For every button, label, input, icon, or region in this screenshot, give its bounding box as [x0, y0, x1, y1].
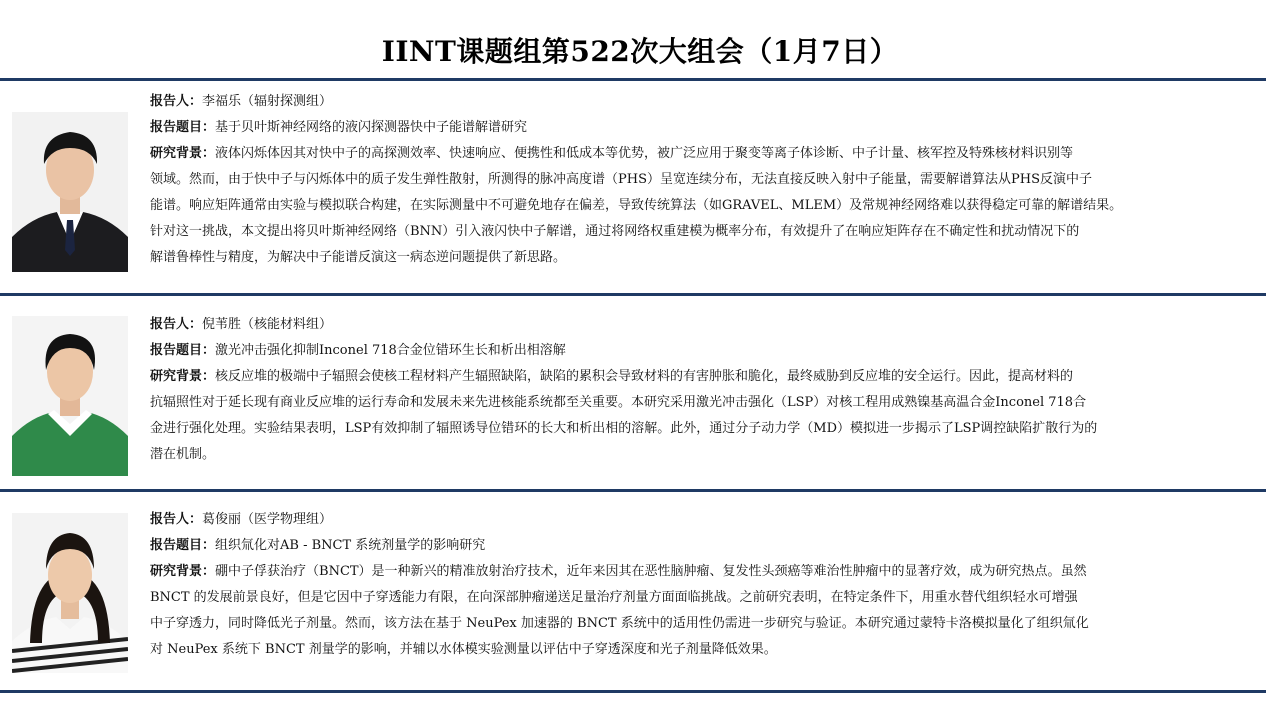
- reporter-photo: [12, 316, 128, 476]
- divider: [0, 293, 1266, 296]
- report-block: [150, 507, 1256, 663]
- background-line: 能谱。响应矩阵通常由实验与模拟联合构建，在实际测量中不可避免地存在偏差，导致传统算法（如GRAVEL、MLEM）及常规神经网络难以获得稳定可靠的解谱结果。: [150, 198, 1123, 213]
- background-line: 抗辐照性对于延长现有商业反应堆的运行寿命和发展未来先进核能系统都至关重要。本研究采用激光冲击强化（LSP）对核工程用成熟镍基高温合金Inconel 718合: [150, 395, 1087, 410]
- background-label: 研究背景：: [150, 369, 216, 384]
- background-line: 硼中子俘获治疗（BNCT）是一种新兴的精准放射治疗技术，近年来因其在恶性脑肿瘤、复发性头颈癌等难治性肿瘤中的显著疗效，成为研究热点。虽然: [215, 564, 1087, 579]
- background-label: 研究背景：: [150, 564, 216, 579]
- background-line: 液体闪烁体因其对快中子的高探测效率、快速响应、便携性和低成本等优势，被广泛应用于聚变等离子体诊断、中子计量、核军控及特殊核材料识别等: [215, 146, 1074, 161]
- topic-line: [150, 533, 1256, 559]
- reporter-label: 报告人：: [150, 512, 203, 527]
- reporter-name: 倪苇胜（核能材料组）: [202, 317, 333, 332]
- divider: [0, 489, 1266, 492]
- topic-label: 报告题目：: [150, 343, 216, 358]
- background-line: 核反应堆的极端中子辐照会使核工程材料产生辐照缺陷，缺陷的累积会导致材料的有害肿胀和脆化，最终威胁到反应堆的安全运行。因此，提高材料的: [215, 369, 1074, 384]
- reporter-label: 报告人：: [150, 317, 203, 332]
- reporter-line: [150, 507, 1256, 533]
- reporter-label: 报告人：: [150, 94, 203, 109]
- report-block: [150, 312, 1256, 468]
- divider: [0, 78, 1266, 81]
- background-line: 潜在机制。: [150, 447, 216, 462]
- background-paragraph: [150, 364, 1256, 468]
- background-line: BNCT 的发展前景良好，但是它因中子穿透能力有限，在向深部肿瘤递送足量治疗剂量方面面临挑战。之前研究表明，在特定条件下，用重水替代组织轻水可增强: [150, 590, 1078, 605]
- background-paragraph: [150, 141, 1256, 271]
- background-line: 金进行强化处理。实验结果表明，LSP有效抑制了辐照诱导位错环的长大和析出相的溶解。此外，通过分子动力学（MD）模拟进一步揭示了LSP调控缺陷扩散行为的: [150, 421, 1098, 436]
- reporter-line: [150, 89, 1256, 115]
- reporter-photo: [12, 112, 128, 272]
- topic-text: 激光冲击强化抑制Inconel 718合金位错环生长和析出相溶解: [215, 343, 566, 358]
- topic-label: 报告题目：: [150, 538, 216, 553]
- topic-label: 报告题目：: [150, 120, 216, 135]
- background-line: 领域。然而，由于快中子与闪烁体中的质子发生弹性散射，所测得的脉冲高度谱（PHS）呈宽连续分布，无法直接反映入射中子能量，需要解谱算法从PHS反演中子: [150, 172, 1092, 187]
- topic-line: [150, 115, 1256, 141]
- reporter-name: 李福乐（辐射探测组）: [202, 94, 333, 109]
- reporter-name: 葛俊丽（医学物理组）: [202, 512, 333, 527]
- divider: [0, 690, 1266, 693]
- background-line: 解谱鲁棒性与精度，为解决中子能谱反演这一病态逆问题提供了新思路。: [150, 250, 567, 265]
- topic-line: [150, 338, 1256, 364]
- background-line: 针对这一挑战，本文提出将贝叶斯神经网络（BNN）引入液闪快中子解谱，通过将网络权重建模为概率分布，有效提升了在响应矩阵存在不确定性和扰动情况下的: [150, 224, 1080, 239]
- background-line: 中子穿透力，同时降低光子剂量。然而，该方法在基于 NeuPex 加速器的 BNCT 系统中的适用性仍需进一步研究与验证。本研究通过蒙特卡洛模拟量化了组织氚化: [150, 616, 1089, 631]
- reporter-line: [150, 312, 1256, 338]
- topic-text: 基于贝叶斯神经网络的液闪探测器快中子能谱解谱研究: [215, 120, 528, 135]
- page-title: IINT课题组第522次大组会（1月7日）: [381, 35, 899, 68]
- background-label: 研究背景：: [150, 146, 216, 161]
- report-block: [150, 89, 1256, 271]
- reporter-photo: [12, 513, 128, 673]
- background-line: 对 NeuPex 系统下 BNCT 剂量学的影响，并辅以水体模实验测量以评估中子穿透深度和光子剂量降低效果。: [150, 642, 777, 657]
- background-paragraph: [150, 559, 1256, 663]
- topic-text: 组织氚化对AB - BNCT 系统剂量学的影响研究: [215, 538, 486, 553]
